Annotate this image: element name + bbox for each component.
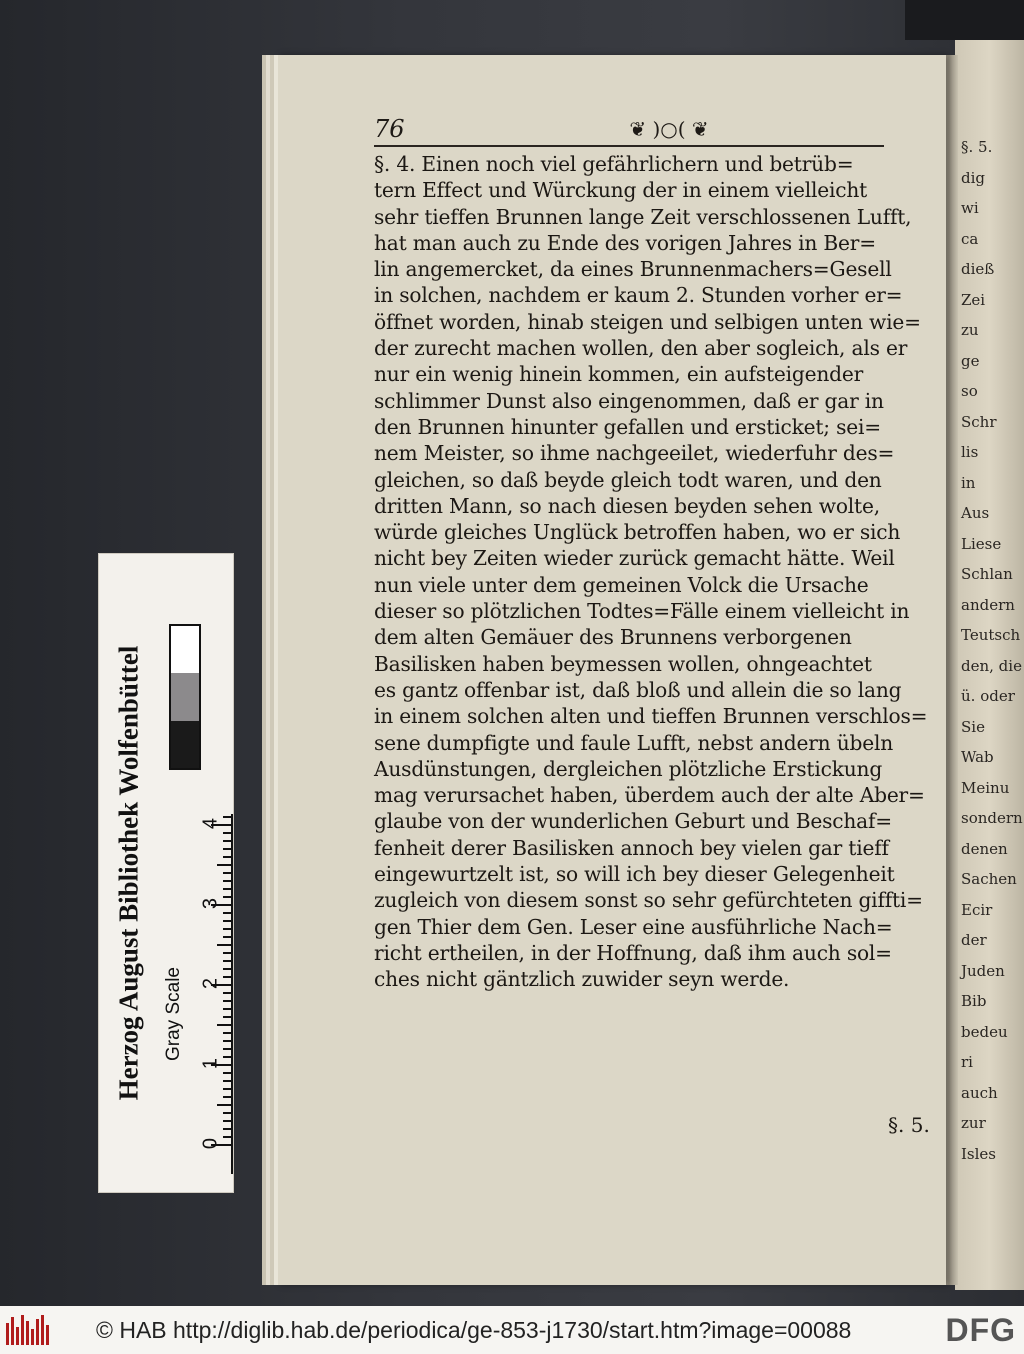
- facing-text-fragment: ca: [961, 229, 979, 248]
- facing-text-fragment: Liese: [961, 534, 1002, 553]
- text-line: öffnet worden, hinab steigen und selbigen unten wie=: [374, 309, 921, 334]
- color-ruler: [98, 553, 234, 1193]
- gray-scale-text: Gray Scale: [163, 967, 184, 1061]
- ruler-institution-label: [99, 554, 159, 1192]
- facing-text-fragment: Ecir: [961, 900, 993, 919]
- text-line: dieser so plötzlichen Todtes=Fälle einem vielleicht in: [374, 599, 910, 624]
- facing-text-fragment: andern: [961, 595, 1015, 614]
- institution-name: Herzog August Bibliothek Wolfenbüttel: [113, 645, 144, 1101]
- facing-text-fragment: lis: [961, 443, 979, 461]
- facing-text-fragment: Sie: [961, 717, 985, 736]
- facing-text-fragment: Schr: [961, 412, 997, 431]
- text-line: tern Effect und Würckung der in einem vielleicht: [374, 178, 868, 203]
- facing-text-fragment: der: [961, 931, 987, 949]
- text-line: nem Meister, so ihme nachgeeilet, wiederfuhr des=: [374, 441, 895, 466]
- text-line: dem alten Gemäuer des Brunnens verborgenen: [374, 625, 852, 650]
- footer-bar: [0, 1306, 1024, 1354]
- logo-bar: [21, 1315, 24, 1345]
- facing-text-fragment: Juden: [961, 961, 1005, 980]
- ruler-number: 4: [199, 817, 222, 830]
- logo-bar: [46, 1325, 49, 1345]
- facing-text-fragment: auch: [961, 1083, 998, 1102]
- facing-text-fragment: §. 5.: [961, 138, 993, 156]
- ruler-number: 2: [199, 977, 222, 990]
- facing-text-fragment: Schlan: [961, 565, 1013, 583]
- header-ornament: [584, 117, 754, 141]
- catchword: §. 5.: [888, 1113, 930, 1137]
- logo-bar: [41, 1315, 44, 1345]
- text-line: mag verursachet haben, überdem auch der alte Aber=: [374, 783, 925, 808]
- text-line: würde gleiches Unglück betroffen haben, wo er sich: [374, 520, 901, 545]
- text-line: hat man auch zu Ende des vorigen Jahres in Ber=: [374, 230, 876, 255]
- text-line: lin angemercket, da eines Brunnenmachers=Gesell: [374, 257, 892, 282]
- text-line: ches nicht gäntzlich zuwider seyn werde.: [374, 967, 790, 992]
- logo-bar: [11, 1317, 14, 1345]
- facing-text-fragment: so: [961, 382, 978, 400]
- text-line: richt ertheilen, in der Hoffnung, daß ihm auch sol=: [374, 940, 892, 965]
- ornament-glyph: ❦ )○( ❦: [629, 117, 709, 141]
- text-line: gen Thier dem Gen. Leser eine ausführliche Nach=: [374, 914, 893, 939]
- text-line: gleichen, so daß beyde gleich todt waren, und den: [374, 467, 882, 492]
- gray-scale-swatches: [169, 624, 201, 770]
- page-body-text: [374, 151, 932, 993]
- logo-bar: [36, 1319, 39, 1345]
- facing-text-fragment: Bib: [961, 992, 987, 1010]
- text-line: eingewurtzelt ist, so will ich bey dieser Gelegenheit: [374, 862, 895, 887]
- facing-text-fragment: Wab: [961, 748, 994, 766]
- text-line: in einem solchen alten und tieffen Brunnen verschlos=: [374, 704, 928, 729]
- text-line: es gantz offenbar ist, daß bloß und allein die so lang: [374, 677, 902, 702]
- logo-bar: [26, 1321, 29, 1345]
- text-line: nicht bey Zeiten wieder zurück gemacht hätte. Weil: [374, 546, 895, 571]
- text-line: glaube von der wunderlichen Geburt und Beschaf=: [374, 809, 892, 834]
- text-line: sene dumpfigte und faule Lufft, nebst andern übeln: [374, 730, 894, 755]
- text-line: schlimmer Dunst also eingenommen, daß er gar in: [374, 388, 884, 413]
- ruler-number: 3: [199, 897, 222, 910]
- facing-text-fragment: ri: [961, 1053, 973, 1071]
- facing-text-fragment: zur: [961, 1114, 986, 1132]
- ruler-number: 1: [199, 1057, 222, 1070]
- facing-text-fragment: Aus: [961, 504, 990, 522]
- facing-text-fragment: bedeu: [961, 1022, 1008, 1041]
- facing-text-fragment: Teutsch: [961, 626, 1021, 644]
- page-header: [374, 115, 884, 147]
- ruler-edge: [231, 814, 233, 1174]
- text-line: der zurecht machen wollen, den aber sogleich, als er: [374, 336, 908, 361]
- facing-text-fragment: Isles: [961, 1144, 996, 1163]
- text-line: nun viele unter dem gemeinen Volck die Ursache: [374, 572, 869, 597]
- gray-swatch: [171, 626, 199, 673]
- text-line: nur ein wenig hinein kommen, ein aufsteigender: [374, 362, 864, 387]
- dfg-logo: DFG: [945, 1312, 1016, 1348]
- facing-text-fragment: dieß: [961, 260, 995, 278]
- logo-bar: [31, 1329, 34, 1345]
- facing-text-fragment: Sachen: [961, 870, 1017, 888]
- text-line: dritten Mann, so nach diesen beyden sehen wolte,: [374, 493, 880, 518]
- facing-text-fragment: Meinu: [961, 778, 1010, 797]
- facing-text-fragment: wi: [961, 199, 979, 217]
- facing-text-fragment: ge: [961, 351, 980, 370]
- facing-text-fragment: denen: [961, 839, 1008, 858]
- logo-bar: [16, 1327, 19, 1345]
- text-line: §. 4. Einen noch viel gefährlichern und betrüb=: [374, 152, 854, 176]
- text-line: in solchen, nachdem er kaum 2. Stunden vorher er=: [374, 283, 903, 308]
- facing-text-fragment: Zei: [961, 290, 986, 309]
- facing-page: [955, 40, 1024, 1290]
- text-line: den Brunnen hinunter gefallen und ersticket; sei=: [374, 414, 881, 439]
- facing-text-fragment: sondern: [961, 809, 1023, 827]
- text-line: Ausdünstungen, dergleichen plötzliche Erstickung: [374, 756, 883, 781]
- ruler-number: 0: [199, 1137, 222, 1150]
- facing-text-fragment: in: [961, 473, 976, 492]
- page-number: 76: [374, 115, 405, 143]
- text-line: fenheit derer Basilisken annoch bey vielen gar tieff: [374, 835, 889, 860]
- text-line: zugleich von diesem sonst so sehr gefürchteten giffti=: [374, 888, 923, 913]
- text-line: Basilisken haben beymessen wollen, ohngeachtet: [374, 651, 872, 676]
- facing-text-fragment: dig: [961, 168, 986, 187]
- book-page: [278, 55, 946, 1285]
- logo-bar: [6, 1323, 9, 1345]
- copyright-url[interactable]: © HAB http://diglib.hab.de/periodica/ge-853-j1730/start.htm?image=00088: [96, 1316, 852, 1343]
- text-line: sehr tieffen Brunnen lange Zeit verschlossenen Lufft,: [374, 204, 912, 229]
- background-strip: [905, 0, 1024, 40]
- gray-swatch: [171, 673, 199, 720]
- facing-text-fragment: zu: [961, 321, 979, 339]
- gray-swatch: [171, 721, 199, 768]
- facing-text-fragment: den, die: [961, 656, 1022, 675]
- hab-logo-icon: [6, 1315, 58, 1345]
- gray-scale-label: [159, 954, 189, 1074]
- facing-text-fragment: ü. oder: [961, 687, 1015, 705]
